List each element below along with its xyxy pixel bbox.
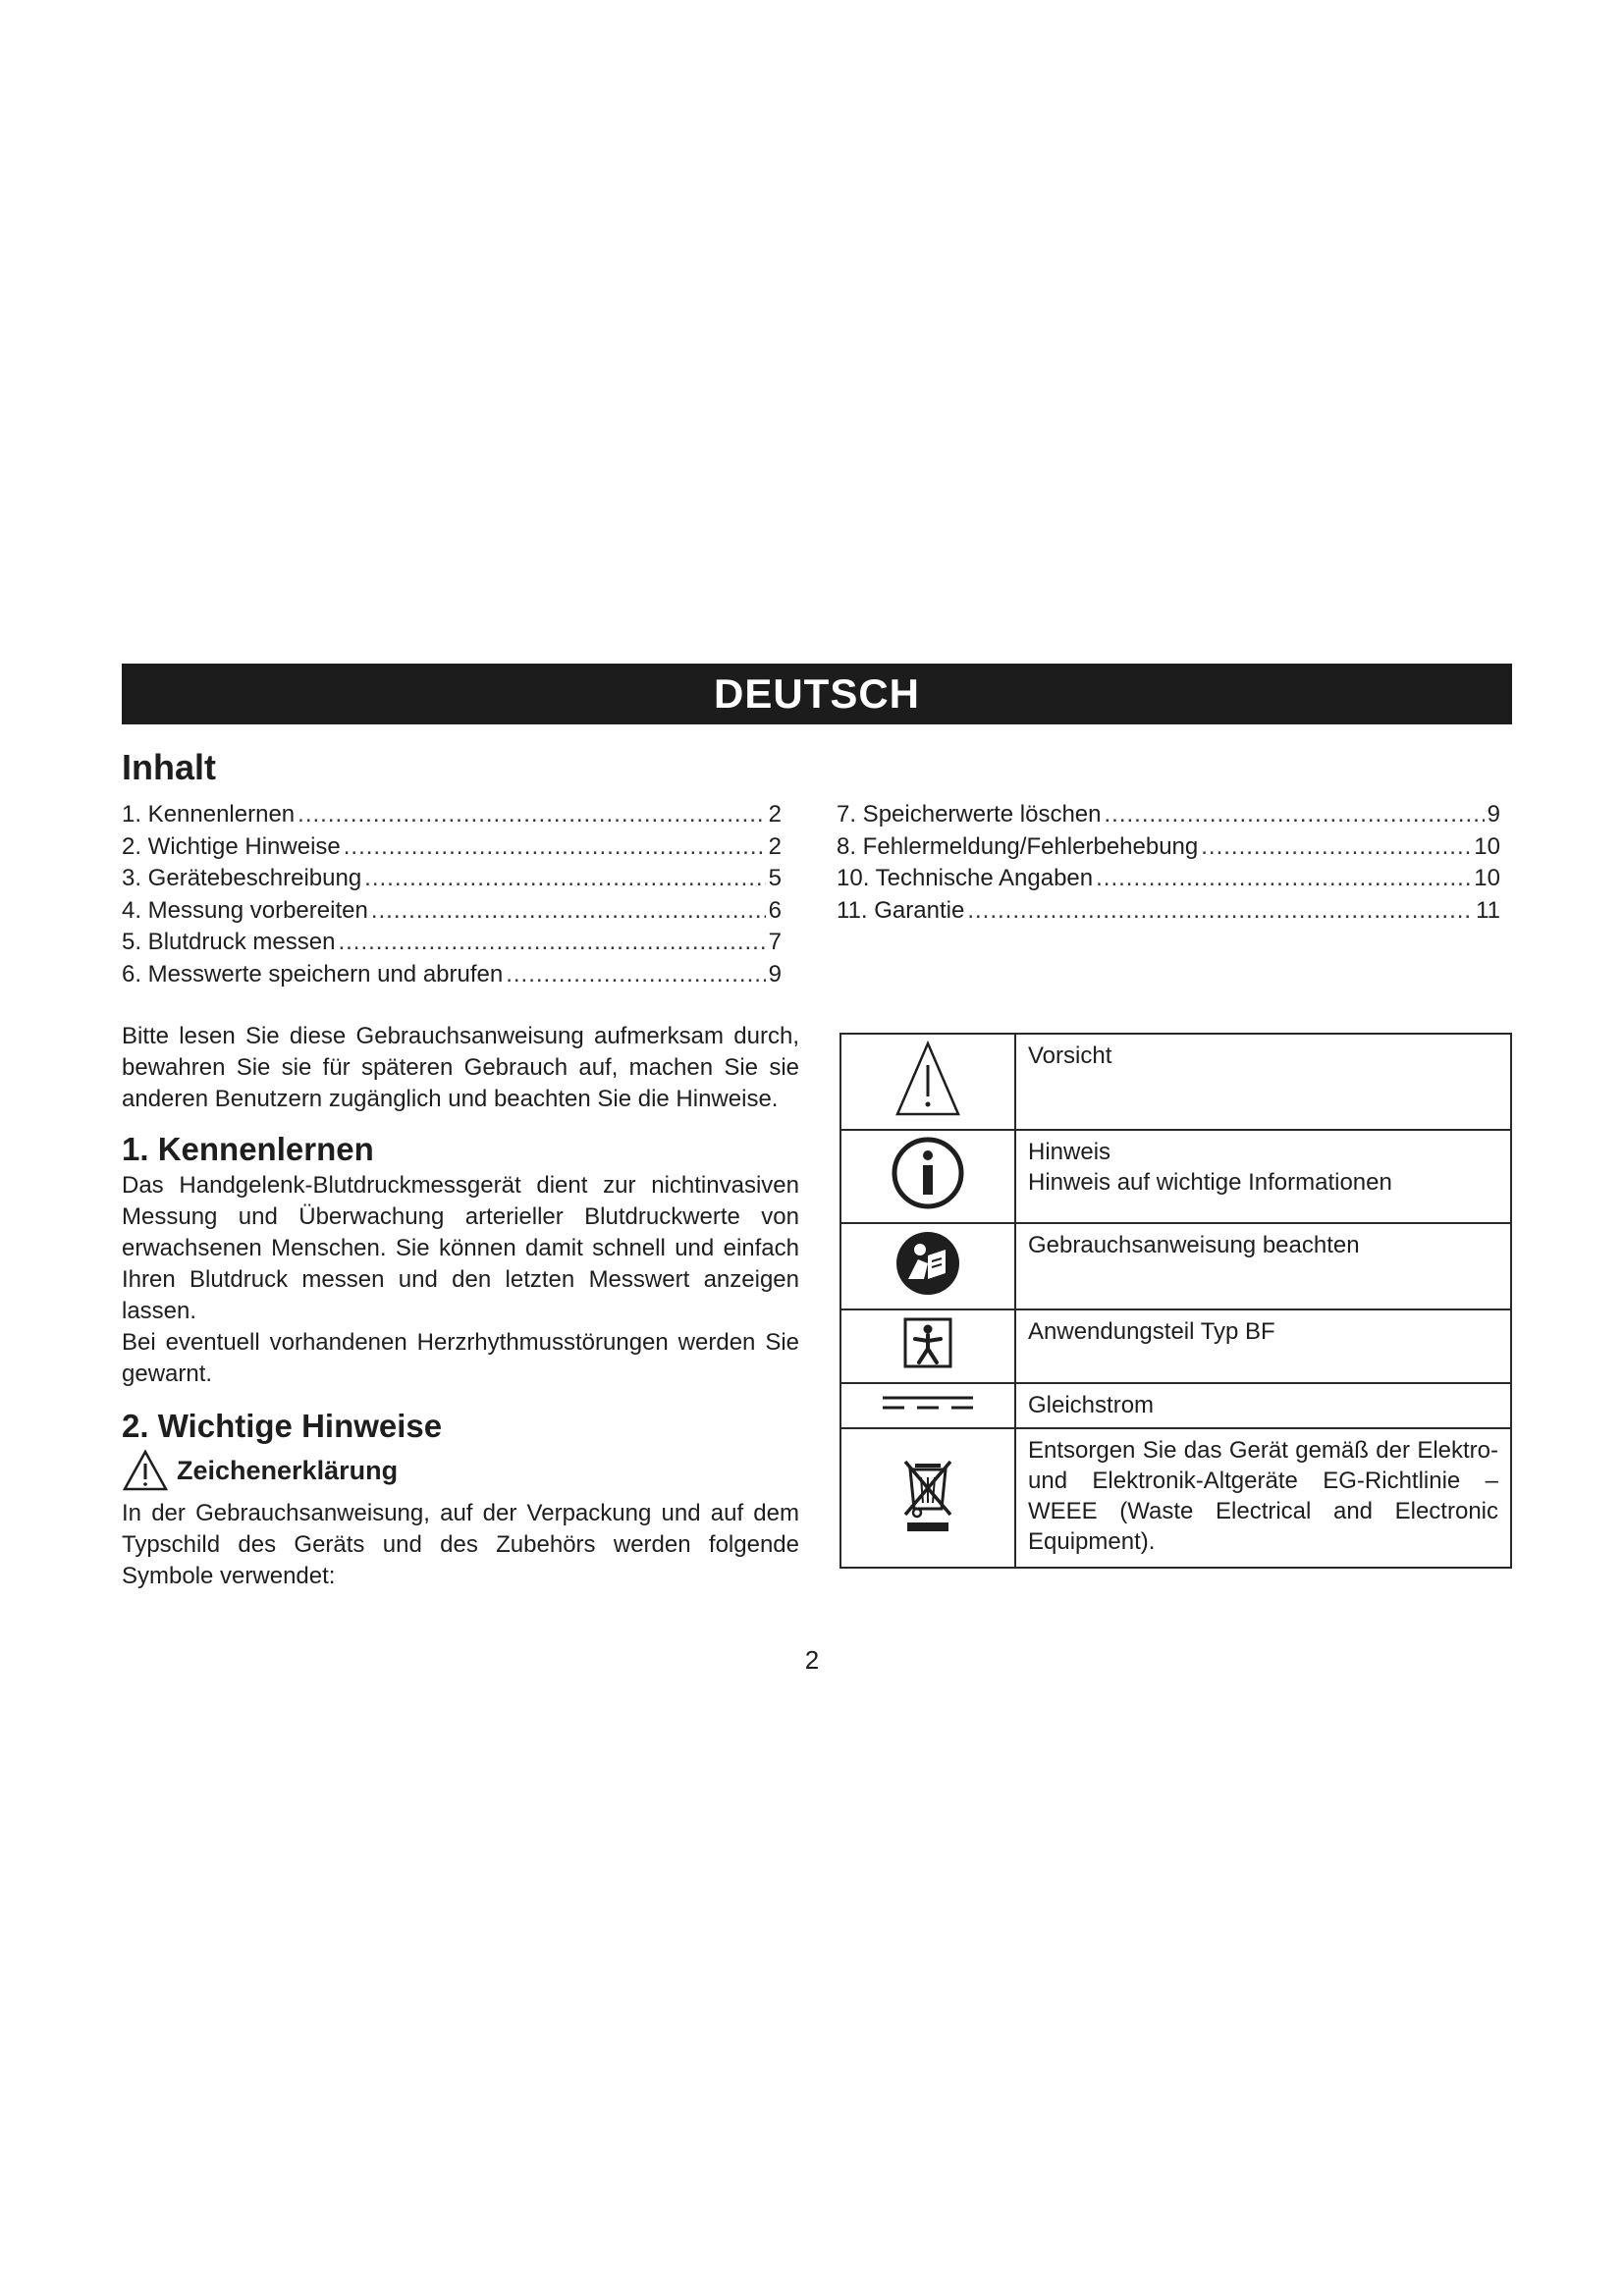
info-icon bbox=[891, 1136, 965, 1210]
toc-entry bbox=[122, 959, 782, 991]
toc-entry-page: 10 bbox=[1474, 865, 1500, 892]
toc-leader-dots bbox=[1201, 831, 1471, 864]
symbol-row bbox=[840, 1034, 1511, 1130]
symbol-table bbox=[839, 1033, 1512, 1569]
toc-entry-label: 8. Fehlermeldung/Fehlerbehebung bbox=[837, 832, 1199, 860]
contents-heading: Inhalt bbox=[122, 747, 216, 787]
toc-entry bbox=[122, 863, 782, 895]
toc-entry-label: 2. Wichtige Hinweise bbox=[122, 832, 341, 860]
toc-leader-dots bbox=[506, 959, 765, 991]
toc-entry bbox=[837, 863, 1500, 895]
toc-leader-dots bbox=[371, 895, 766, 928]
toc-entry-page: 2 bbox=[768, 832, 782, 860]
symbol-description bbox=[1015, 1309, 1511, 1383]
toc-entry-label: 7. Speicherwerte löschen bbox=[837, 801, 1102, 828]
symbol-description bbox=[1015, 1034, 1511, 1130]
toc-entry bbox=[837, 895, 1500, 928]
read-manual-icon bbox=[894, 1230, 961, 1297]
toc-entry bbox=[837, 799, 1500, 831]
toc-entry-page: 9 bbox=[768, 960, 782, 988]
symbol-cell bbox=[840, 1223, 1015, 1309]
warning-triangle-icon bbox=[893, 1040, 962, 1118]
symbol-description bbox=[1015, 1383, 1511, 1428]
symbol-description bbox=[1015, 1223, 1511, 1309]
toc-left-column bbox=[122, 799, 782, 991]
toc-entry-label: 11. Garantie bbox=[837, 896, 965, 924]
toc-leader-dots bbox=[364, 863, 765, 895]
section-1-heading: 1. Kennenlernen bbox=[122, 1131, 374, 1167]
toc-entry-label: 3. Gerätebeschreibung bbox=[122, 865, 362, 892]
type-bf-icon bbox=[903, 1317, 952, 1368]
symbol-description bbox=[1015, 1130, 1511, 1223]
section-1-warning-paragraph: Bei eventuell vorhandenen Herzrhythmusstörungen werden Sie gewarnt. bbox=[122, 1329, 799, 1387]
intro-paragraph: Bitte lesen Sie diese Gebrauchsanweisung aufmerksam durch, bewahren Sie sie für späteren Gebrauch auf, machen Sie sie anderen Benutzern zugänglich und beachten Sie die Hinweise. bbox=[122, 1023, 799, 1112]
section-1-paragraph: Das Handgelenk-Blutdruckmessgerät dient zur nichtinvasiven Messung und Überwachung arterieller Blutdruckwerte von erwachsenen Menschen. Sie können damit schnell und einfach Ihren Blutdruck messen und den letzten Messwert anzeigen lassen. bbox=[122, 1172, 799, 1324]
section-2-heading: 2. Wichtige Hinweise bbox=[122, 1408, 443, 1444]
symbol-cell bbox=[840, 1383, 1015, 1428]
symbol-row bbox=[840, 1428, 1511, 1568]
toc-entry bbox=[837, 831, 1500, 864]
symbol-description-detail: Hinweis auf wichtige Informationen bbox=[1028, 1169, 1392, 1196]
toc-entry-page: 7 bbox=[768, 929, 782, 956]
toc-entry bbox=[122, 927, 782, 959]
symbol-cell bbox=[840, 1309, 1015, 1383]
toc-leader-dots bbox=[298, 799, 765, 831]
section-2-paragraph: In der Gebrauchsanweisung, auf der Verpackung und auf dem Typschild des Geräts und des Zubehörs werden folgende Symbole verwendet: bbox=[122, 1500, 799, 1589]
symbol-row bbox=[840, 1309, 1511, 1383]
page-number: 2 bbox=[804, 1645, 820, 1675]
toc-entry-label: 6. Messwerte speichern und abrufen bbox=[122, 960, 504, 988]
symbol-description-title: Hinweis bbox=[1028, 1139, 1111, 1165]
weee-bin-icon bbox=[901, 1456, 954, 1534]
symbol-row bbox=[840, 1130, 1511, 1223]
symbol-description bbox=[1015, 1428, 1511, 1568]
toc-entry-page: 6 bbox=[768, 896, 782, 924]
toc-entry bbox=[122, 799, 782, 831]
symbol-cell bbox=[840, 1130, 1015, 1223]
toc-entry bbox=[122, 831, 782, 864]
toc-leader-dots bbox=[344, 831, 766, 864]
toc-entry-page: 10 bbox=[1474, 832, 1500, 860]
toc-leader-dots bbox=[338, 927, 765, 959]
symbol-row bbox=[840, 1223, 1511, 1309]
left-text-column bbox=[122, 1021, 799, 1592]
toc-leader-dots bbox=[1104, 799, 1484, 831]
toc-entry-label: 4. Messung vorbereiten bbox=[122, 896, 368, 924]
symbol-row bbox=[840, 1383, 1511, 1428]
toc-leader-dots bbox=[1096, 863, 1471, 895]
symbol-cell bbox=[840, 1034, 1015, 1130]
symbol-description-title: Gebrauchsanweisung beachten bbox=[1028, 1232, 1360, 1258]
symbol-description-title: Anwendungsteil Typ BF bbox=[1028, 1318, 1275, 1345]
symbol-description-title: Gleichstrom bbox=[1028, 1392, 1155, 1418]
toc-entry-page: 2 bbox=[768, 801, 782, 828]
symbol-description-title: Vorsicht bbox=[1028, 1042, 1112, 1069]
toc-leader-dots bbox=[967, 895, 1473, 928]
symbol-legend-title: Zeichenerklärung bbox=[177, 1456, 399, 1485]
toc-right-column bbox=[837, 799, 1500, 927]
toc-entry bbox=[122, 895, 782, 928]
toc-entry-label: 10. Technische Angaben bbox=[837, 865, 1094, 892]
symbol-legend-heading bbox=[122, 1449, 799, 1492]
toc-entry-label: 1. Kennenlernen bbox=[122, 801, 296, 828]
toc-entry-page: 5 bbox=[768, 865, 782, 892]
toc-entry-page: 9 bbox=[1487, 801, 1500, 828]
toc-entry-label: 5. Blutdruck messen bbox=[122, 929, 336, 956]
direct-current-icon bbox=[881, 1392, 975, 1414]
language-banner: DEUTSCH bbox=[122, 664, 1512, 724]
symbol-cell bbox=[840, 1428, 1015, 1568]
warning-triangle-icon bbox=[122, 1449, 169, 1492]
toc-entry-page: 11 bbox=[1476, 896, 1500, 924]
symbol-description-title: Entsorgen Sie das Gerät gemäß der Elektro- und Elektronik-Altgeräte EG-Richtlinie – WEEE (Waste Electrical and Electronic Equipment). bbox=[1028, 1437, 1498, 1555]
